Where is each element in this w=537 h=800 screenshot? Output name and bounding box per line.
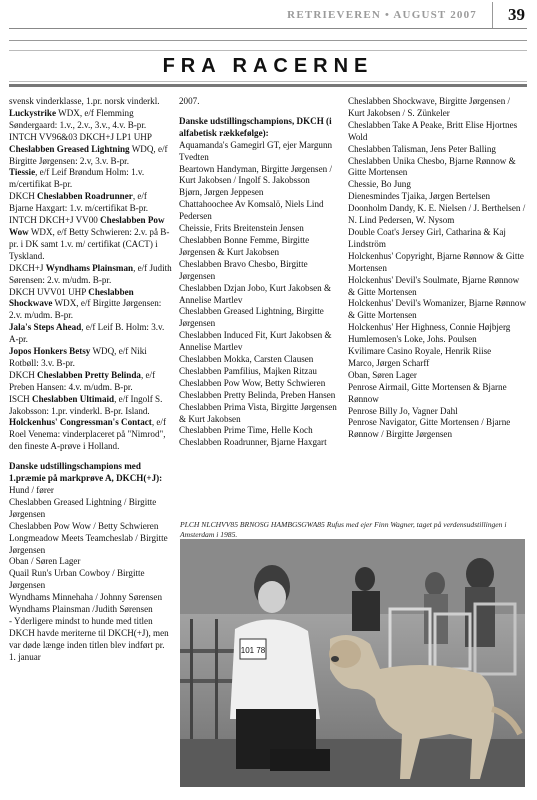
champion-entry: Oban / Søren Lager xyxy=(9,556,81,567)
champions-heading: Danske udstillingschampions med 1.præmie på markprøve A, DKCH(+J): xyxy=(9,461,163,484)
dkch-entry: Beartown Handyman, Birgitte Jørgensen / Kurt Jakobsen / Ingolf S. Jakobsson xyxy=(179,163,332,186)
dkch-list xyxy=(179,140,342,450)
champion-entry: Wyndhams Minnehaha / Johnny Sørensen xyxy=(9,592,163,603)
dkch-entry: Cheslabben Take A Peake, Britt Elise Hjortnes Wold xyxy=(348,119,518,142)
champion-entry: Quail Run's Urban Cowboy / Birgitte Jørgensen xyxy=(9,568,145,591)
result-entry: INTCH VV96&03 DKCH+J LP1 UHP Cheslabben Greased Lightning WDQ, e/f Birgitte Jørgensen: 2.v, 3.v. B-pr. xyxy=(9,131,168,166)
dkch-entry: Doonholm Dandy, K. E. Nielsen / J. Berthelsen / N. Lind Pedersen, W. Nysom xyxy=(348,203,526,226)
dkch-entry: Cheslabben Shockwave, Birgitte Jørgensen / Kurt Jakobsen / S. Zünkeler xyxy=(348,96,511,118)
result-entry: Jopos Honkers Betsy WDQ, e/f Niki Rotbøll: 3.v. B-pr. xyxy=(9,346,147,368)
dkch-entry: Cheslabben Prime Time, Helle Koch xyxy=(179,425,313,436)
champion-entry: Cheslabben Greased Lightning / Birgitte Jørgensen xyxy=(9,496,157,519)
result-entry: DKCH Cheslabben Roadrunner, e/f Bjarne Haxgart: 1.v. m/certifikat B-pr. xyxy=(9,191,149,214)
dkch-entry: Cheissie, Frits Breitenstein Jensen xyxy=(179,223,304,234)
result-entry: Jala's Steps Ahead, e/f Leif B. Holm: 3.v. A-pr. xyxy=(9,322,165,345)
banner-top-rule xyxy=(9,40,527,41)
result-entry: DKCH Cheslabben Pretty Belinda, e/f Preben Hansen: 4.v. m/udm. B-pr. xyxy=(9,369,156,392)
result-entry: DKCH UVV01 UHP Cheslabben Shockwave WDX, e/f Birgitte Jørgensen: 2.v. m/udm. B-pr. xyxy=(9,286,162,321)
champions-list xyxy=(9,497,173,616)
running-head: RETRIEVEREN • AUGUST 2007 xyxy=(287,9,477,21)
photo-rufus xyxy=(180,539,525,787)
champion-entry: Longmeadow Meets Teamcheslab / Birgitte Jørgensen xyxy=(9,532,168,555)
number-tag: 101 78 xyxy=(240,646,266,655)
dkch-entry: Cheslabben Induced Fit, Kurt Jakobsen & Annelise Martlev xyxy=(179,330,332,353)
page-number: 39 xyxy=(508,5,525,24)
result-entry: Luckystrike WDX, e/f Flemming Søndergaard: 1.v., 2.v., 3.v., 4.v. B-pr. xyxy=(9,107,147,130)
result-entry: INTCH DKCH+J VV00 Cheslabben Pow Wow WDX, e/f Betty Schwieren: 2.v. på B-pr. i DK samt 1.v. m/ certifikat (CACT) i Tyskland. xyxy=(9,215,170,261)
dkch-entry: Chattahoochee Av Komsalö, Niels Lind Pedersen xyxy=(179,199,324,222)
champion-entry: Wyndhams Plainsman /Judith Sørensen xyxy=(9,604,153,615)
dkch-entry: Aquamanda's Gamegirl GT, ejer Margunn Tvedten xyxy=(179,139,333,162)
photo-caption: PLCH NLCHVV85 BRNOSG HAMBGSGWA85 Rufus med ejer Finn Wagner, taget på verdensudstillingen i Amsterdam i 1985. xyxy=(180,520,507,539)
result-entry: ISCH Cheslabben Ultimaid, e/f Ingolf S. Jakobsson: 1.pr. vinderkl. B-pr. Island. xyxy=(9,393,163,416)
dkch-entry: Cheslabben Pow Wow, Betty Schwieren xyxy=(179,377,326,388)
dkch-entry: Bjørn, Jørgen Jeppesen xyxy=(179,187,264,198)
dkch-list-continued xyxy=(348,96,528,441)
column-3 xyxy=(348,96,528,441)
dkch-entry: Oban, Søren Lager xyxy=(348,369,417,380)
dkch-entry: Dienesmindes Tjaika, Jørgen Bertelsen xyxy=(348,191,491,202)
result-entry: Holckenhus' Congressman's Contact, e/f Roel Venema: vinderplaceret på "Nimrod", den fineste A-prøve i Holland. xyxy=(9,417,166,452)
dkch-entry: Cheslabben Talisman, Jens Peter Balling xyxy=(348,143,496,154)
dkch-entry: Cheslabben Greased Lightning, Birgitte Jørgensen xyxy=(179,306,324,329)
header-rule xyxy=(9,28,527,29)
dkch-entry: Cheslabben Roadrunner, Bjarne Haxgart xyxy=(179,437,327,448)
dkch-entry: Cheslabben Mokka, Carsten Clausen xyxy=(179,354,314,365)
result-entry: svensk vinderklasse, 1.pr. norsk vinderkl. xyxy=(9,96,160,106)
results-list xyxy=(9,96,173,453)
champions-footnote: - Yderligere mindst to hunde med titlen DKCH havde meriterne til DKCH(+J), men var døde længe inden titlen blev indført pr. 1. januar xyxy=(9,615,169,662)
dkch-entry: Penrose Navigator, Gitte Mortensen / Bjarne Rønnow / Birgitte Jørgensen xyxy=(348,417,511,440)
dkch-entry: Cheslabben Unika Chesbo, Bjarne Rønnow & Gitte Mortensen xyxy=(348,155,516,178)
result-entry: DKCH+J Wyndhams Plainsman, e/f Judith Sørensen: 2.v. m/udm. B-pr. xyxy=(9,262,172,285)
dkch-entry: Cheslabben Prima Vista, Birgitte Jørgensen & Kurt Jakobsen xyxy=(179,401,337,424)
column-1 xyxy=(9,96,173,664)
dkch-entry: Cheslabben Pretty Belinda, Preben Hansen xyxy=(179,389,336,400)
dkch-entry: Holckenhus' Devil's Womanizer, Bjarne Rønnow & Gitte Mortensen xyxy=(348,298,527,321)
dkch-entry: Holckenhus' Devil's Soulmate, Bjarne Rønnow & Gitte Mortensen xyxy=(348,274,520,297)
dkch-entry: Chessie, Bo Jung xyxy=(348,179,411,190)
dkch-entry: Double Coat's Jersey Girl, Catharina & Kaj Lindström xyxy=(348,226,506,249)
champion-entry: Cheslabben Pow Wow / Betty Schwieren xyxy=(9,520,159,531)
dkch-entry: Cheslabben Bravo Chesbo, Birgitte Jørgensen xyxy=(179,258,308,281)
dkch-entry: Cheslabben Bonne Femme, Birgitte Jørgensen & Kurt Jakobsen xyxy=(179,234,310,257)
column-2 xyxy=(179,96,342,449)
champions-subheading: Hund / fører xyxy=(9,485,54,495)
year-line: 2007. xyxy=(179,96,200,106)
result-entry: Tiessie, e/f Leif Brøndum Holm: 1.v. m/certifikat B-pr. xyxy=(9,167,145,190)
dkch-entry: Kvilimare Casino Royale, Henrik Riise xyxy=(348,346,492,357)
dkch-heading: Danske udstillingschampions, DKCH (i alfabetisk rækkefølge): xyxy=(179,115,332,138)
dkch-entry: Marco, Jørgen Scharff xyxy=(348,357,430,368)
dkch-entry: Penrose Airmail, Gitte Mortensen & Bjarne Rønnow xyxy=(348,381,507,404)
banner-bottom-rule xyxy=(9,84,527,87)
dkch-entry: Holckenhus' Her Highness, Connie Højbjerg xyxy=(348,322,511,333)
dkch-entry: Cheslabben Dzjan Jobo, Kurt Jakobsen & Annelise Martlev xyxy=(179,282,332,305)
page-number-separator xyxy=(492,2,493,28)
section-title: FRA RACERNE xyxy=(162,54,374,77)
dkch-entry: Holckenhus' Copyright, Bjarne Rønnow & Gitte Mortensen xyxy=(348,250,524,273)
section-banner xyxy=(9,50,527,82)
dkch-entry: Penrose Billy Jo, Vagner Dahl xyxy=(348,405,458,416)
photo-illustration xyxy=(180,539,525,787)
dkch-entry: Cheslabben Pamfilius, Majken Ritzau xyxy=(179,365,317,376)
dkch-entry: Humlemosen's Loke, Johs. Poulsen xyxy=(348,334,477,345)
